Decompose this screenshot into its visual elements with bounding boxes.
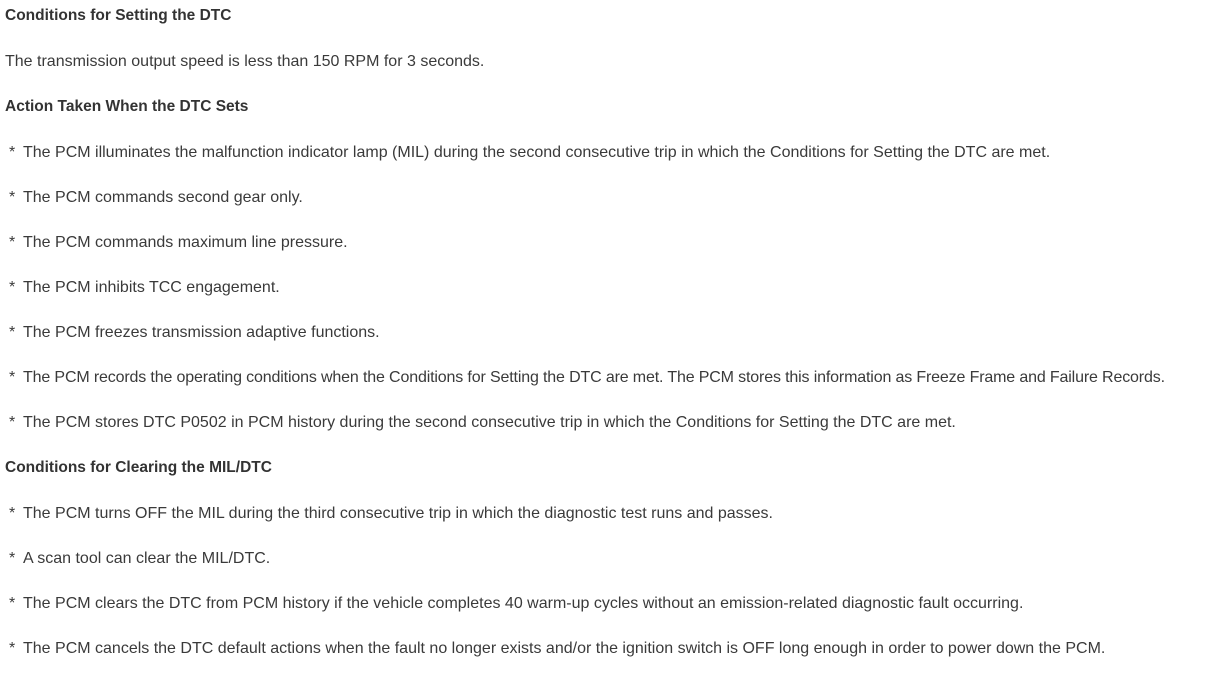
bullet-marker: *: [9, 144, 16, 161]
bullet-marker: *: [9, 234, 16, 251]
list-item-text: The PCM inhibits TCC engagement.: [23, 279, 280, 296]
list-item: [5, 413, 956, 433]
section-heading-action-taken: Action Taken When the DTC Sets: [5, 98, 249, 115]
list-item: [5, 233, 348, 253]
list-item-text: The PCM commands second gear only.: [23, 189, 303, 206]
list-item-text: The PCM illuminates the malfunction indicator lamp (MIL) during the second consecutive trip in which the Conditions for Setting the DTC are met.: [23, 144, 1051, 161]
list-item: [5, 504, 773, 524]
list-item-text: The PCM commands maximum line pressure.: [23, 234, 348, 251]
list-item: [5, 639, 1105, 659]
bullet-marker: *: [9, 369, 16, 386]
list-item-text: The PCM freezes transmission adaptive functions.: [23, 324, 380, 341]
bullet-marker: *: [9, 279, 16, 296]
bullet-marker: *: [9, 595, 16, 612]
bullet-marker: *: [9, 414, 16, 431]
bullet-marker: *: [9, 640, 16, 657]
section-heading-setting-dtc: Conditions for Setting the DTC: [5, 7, 232, 24]
list-item-text: The PCM stores DTC P0502 in PCM history during the second consecutive trip in which the Conditions for Setting the DTC are met.: [23, 414, 956, 431]
list-item: [5, 278, 280, 298]
bullet-marker: *: [9, 189, 16, 206]
list-item-text: The PCM cancels the DTC default actions when the fault no longer exists and/or the ignition switch is OFF long enough in order to power down the PCM.: [23, 640, 1106, 657]
list-item: [5, 594, 1023, 614]
list-item: [5, 323, 380, 343]
list-item-text: A scan tool can clear the MIL/DTC.: [23, 550, 271, 567]
setting-conditions-paragraph: The transmission output speed is less than 150 RPM for 3 seconds.: [5, 53, 485, 70]
list-item: [5, 368, 1165, 388]
list-item: [5, 549, 270, 569]
bullet-marker: *: [9, 550, 16, 567]
list-item-text: The PCM records the operating conditions when the Conditions for Setting the DTC are met. The PCM stores this information as Freeze Frame and Failure Records.: [23, 369, 1165, 386]
list-item-text: The PCM clears the DTC from PCM history if the vehicle completes 40 warm-up cycles without an emission-related diagnostic fault occurring.: [23, 595, 1024, 612]
list-item: [5, 143, 1050, 163]
list-item-text: The PCM turns OFF the MIL during the third consecutive trip in which the diagnostic test runs and passes.: [23, 505, 773, 522]
section-heading-clearing-mil-dtc: Conditions for Clearing the MIL/DTC: [5, 459, 272, 476]
bullet-marker: *: [9, 324, 16, 341]
list-item: [5, 188, 303, 208]
bullet-marker: *: [9, 505, 16, 522]
